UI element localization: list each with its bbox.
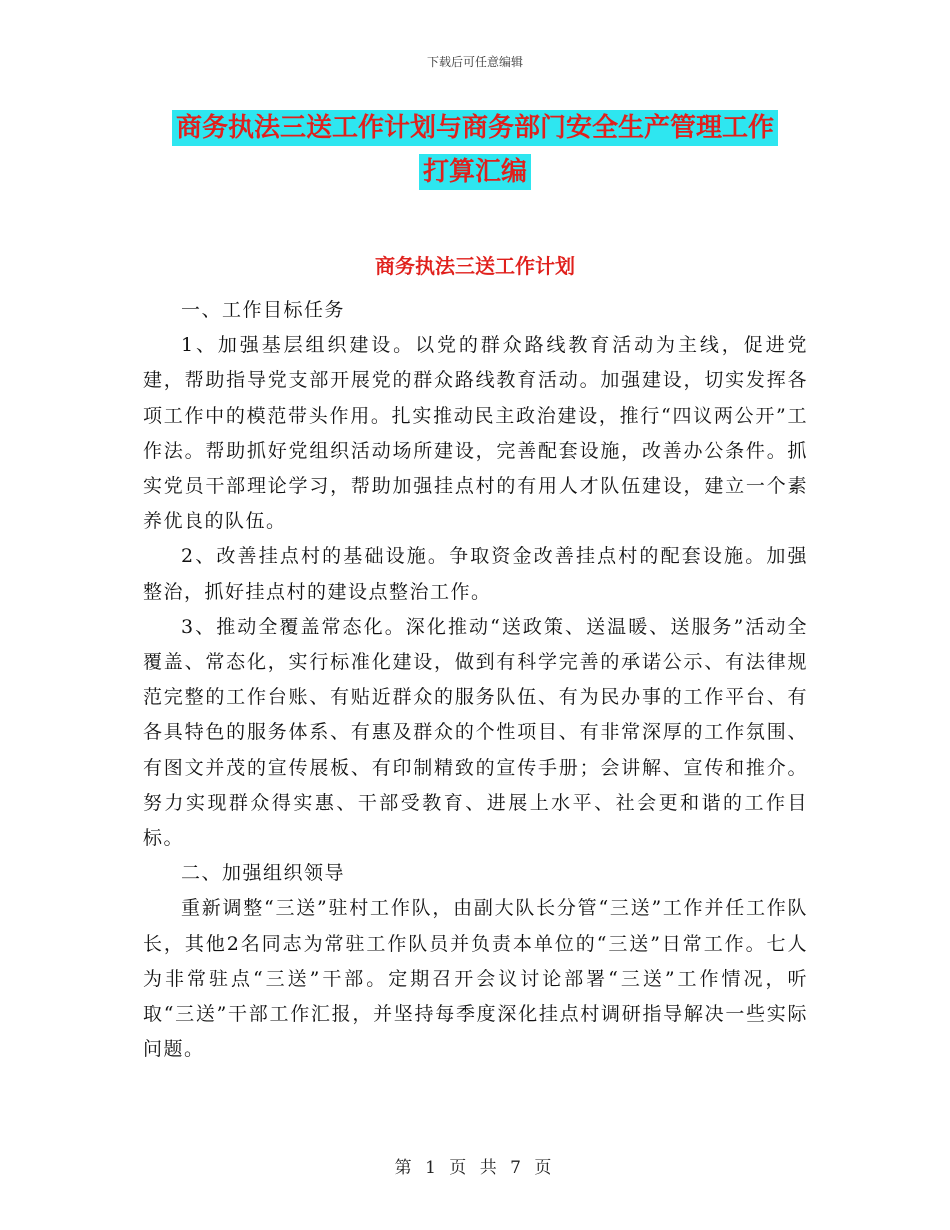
document-title-line-1: 商务执法三送工作计划与商务部门安全生产管理工作 [172, 110, 778, 146]
document-title-line-2: 打算汇编 [419, 154, 531, 190]
paragraph-organization: 重新调整“三送”驻村工作队，由副大队长分管“三送”工作并任工作队长，其他2名同志为常驻工作队员并负责本单位的“三送”日常工作。七人为非常驻点“三送”干部。定期召开会议讨论部署“三送”工作情况，听取“三送”干部工作汇报，并坚持每季度深化挂点村调研指导解决一些实际问题。 [143, 897, 808, 1061]
page-footer: 第 1 页 共 7 页 [394, 1158, 556, 1178]
heading-work-goals: 一、工作目标任务 [181, 299, 346, 321]
section-title: 商务执法三送工作计划 [375, 254, 575, 278]
document-body [143, 293, 808, 1067]
heading-organization: 二、加强组织领导 [181, 862, 346, 885]
document-title [150, 110, 800, 190]
paragraph-item-1: 1、加强基层组织建设。以党的群众路线教育活动为主线，促进党建，帮助指导党支部开展党的群众路线教育活动。加强建设，切实发挥各项工作中的模范带头作用。扎实推动民主政治建设，推行“四议两公开”工作法。帮助抓好党组织活动场所建设，完善配套设施，改善办公条件。抓实党员干部理论学习，帮助加强挂点村的有用人才队伍建设，建立一个素养优良的队伍。 [143, 334, 808, 533]
header-note: 下载后可任意编辑 [426, 55, 523, 69]
paragraph-item-3: 3、推动全覆盖常态化。深化推动“送政策、送温暖、送服务”活动全覆盖、常态化，实行标准化建设，做到有科学完善的承诺公示、有法律规范完整的工作台账、有贴近群众的服务队伍、有为民办事的工作平台、有各具特色的服务体系、有惠及群众的个性项目、有非常深厚的工作氛围、有图文并茂的宣传展板、有印制精致的宣传手册；会讲解、宣传和推介。努力实现群众得实惠、干部受教育、进展上水平、社会更和谐的工作目标。 [143, 615, 808, 850]
paragraph-item-2: 2、改善挂点村的基础设施。争取资金改善挂点村的配套设施。加强整治，抓好挂点村的建设点整治工作。 [143, 545, 808, 603]
